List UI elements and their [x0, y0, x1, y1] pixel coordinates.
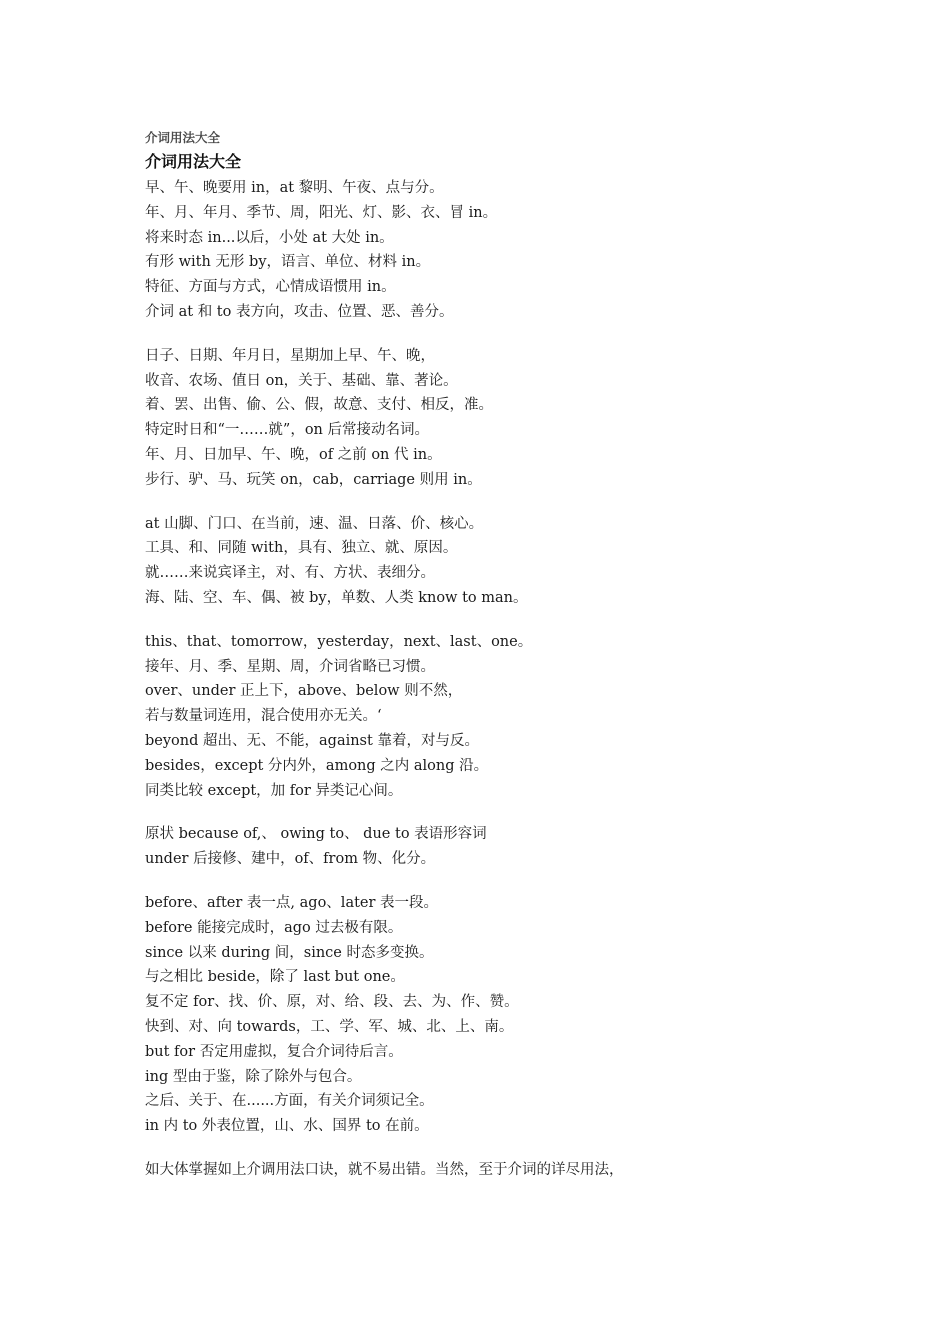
document-page	[145, 128, 845, 1183]
verse-line: 工具、和、同随 with，具有、独立、就、原因。	[145, 540, 458, 557]
verse-line: 特征、方面与方式，心情成语惯用 in。	[145, 279, 396, 296]
verse-line: 年、月、年月、季节、周，阳光、灯、影、衣、冒 in。	[145, 204, 498, 221]
verse-line: 步行、驴、马、玩笑 on，cab，carriage 则用 in。	[145, 471, 482, 488]
verse-line: 同类比较 except，加 for 异类记心间。	[145, 782, 403, 799]
verse-line: before 能接完成时，ago 过去极有限。	[145, 919, 403, 936]
verse-line: 就……来说宾译主，对、有、方状、表细分。	[145, 565, 435, 582]
verse-line: 若与数量词连用，混合使用亦无关。‘	[145, 708, 382, 725]
verse-line: under 后接修、建中，of、from 物、化分。	[145, 851, 436, 868]
verse-line: 着、罢、出售、偷、公、假，故意、支付、相反，准。	[145, 397, 493, 414]
verse-line: 快到、对、向 towards，工、学、军、城、北、上、南。	[145, 1018, 514, 1035]
verse-line: 收音、农场、值日 on，关于、基础、靠、著论。	[145, 372, 458, 389]
stanza-3	[145, 512, 845, 611]
verse-line: before、after 表一点, ago、later 表一段。	[145, 894, 439, 911]
stanza-2	[145, 344, 845, 493]
verse-line: 年、月、日加早、午、晚，of 之前 on 代 in。	[145, 446, 442, 463]
verse-line: besides，except 分内外，among 之内 along 沿。	[145, 757, 489, 774]
verse-line: 原状 because of,、 owing to、 due to 表语形容词	[145, 826, 487, 843]
verse-line: 之后、关于、在......方面，有关介词须记全。	[145, 1093, 434, 1110]
stanza-4	[145, 630, 845, 804]
verse-line: over、under 正上下，above、below 则不然，	[145, 683, 463, 700]
verse-line: 海、陆、空、车、偶、被 by，单数、人类 know to man。	[145, 589, 528, 606]
verse-line: 早、午、晚要用 in，at 黎明、午夜、点与分。	[145, 180, 444, 196]
verse-line: 特定时日和“一……就”，on 后常接动名词。	[145, 422, 430, 439]
verse-line: ing 型由于鉴，除了除外与包合。	[145, 1068, 362, 1085]
stanza-6	[145, 891, 845, 1139]
closing-paragraph: 如大体掌握如上介调用法口诀，就不易出错。当然，至于介词的详尽用法，	[145, 1161, 624, 1178]
stanza-5	[145, 822, 845, 872]
verse-line: beyond 超出、无、不能，against 靠着，对与反。	[145, 732, 479, 749]
verse-line: 将来时态 in...以后，小处 at 大处 in。	[145, 229, 394, 246]
verse-line: this、that、tomorrow，yesterday，next、last、one。	[145, 633, 533, 650]
verse-line: 接年、月、季、星期、周，介词省略已习惯。	[145, 658, 435, 675]
verse-line: 复不定 for、找、价、原，对、给、段、去、为、作、赞。	[145, 994, 519, 1011]
stanza-1	[145, 176, 845, 325]
document-small-title: 介词用法大全	[145, 130, 221, 145]
verse-line: 有形 with 无形 by，语言、单位、材料 in。	[145, 254, 431, 271]
verse-line: but for 否定用虚拟，复合介词待后言。	[145, 1043, 403, 1060]
verse-line: 介词 at 和 to 表方向，攻击、位置、恶、善分。	[145, 303, 454, 320]
verse-line: 日子、日期、年月日，星期加上早、午、晚，	[145, 347, 435, 364]
verse-line: since 以来 during 间，since 时态多变换。	[145, 944, 434, 961]
verse-line: 与之相比 beside，除了 last but one。	[145, 969, 405, 986]
document-title: 介词用法大全	[145, 152, 242, 171]
verse-line: in 内 to 外表位置，山、水、国界 to 在前。	[145, 1118, 429, 1135]
verse-line: at 山脚、门口、在当前，速、温、日落、价、核心。	[145, 515, 484, 532]
